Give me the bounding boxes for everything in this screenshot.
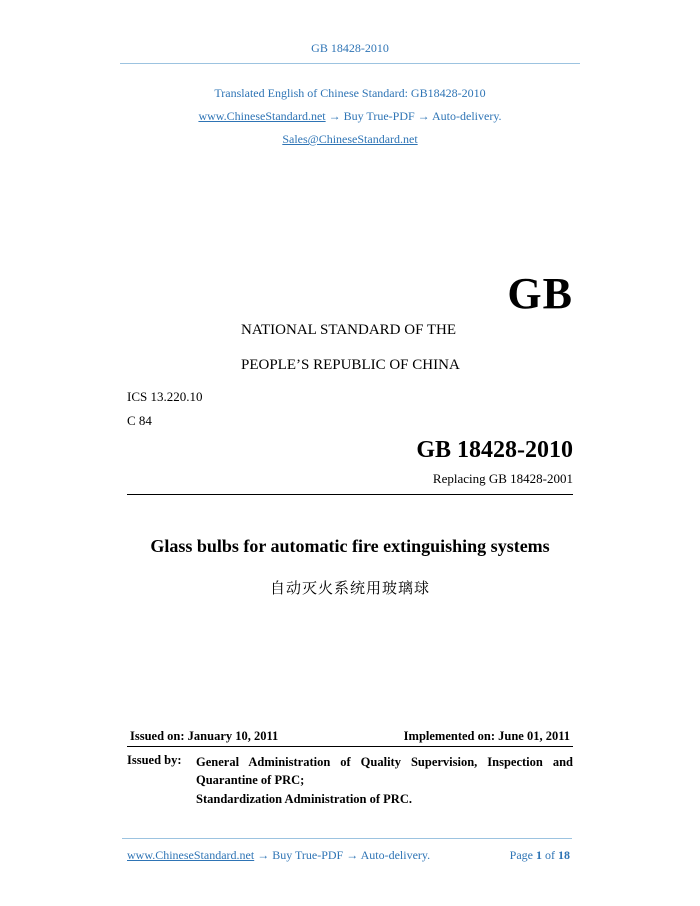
page-word: Page: [509, 848, 533, 862]
arrow-right-icon: →: [417, 109, 430, 123]
issue-divider: [127, 746, 573, 747]
buy-line: [0, 109, 700, 124]
site-link[interactable]: www.ChineseStandard.net: [198, 109, 326, 123]
sales-email-link[interactable]: Sales@ChineseStandard.net: [282, 132, 418, 146]
ics-code: ICS 13.220.10: [127, 389, 203, 404]
replacing-standard: Replacing GB 18428-2001: [432, 471, 573, 486]
footer-buy-text: Buy True-PDF: [272, 848, 344, 862]
page-current: 1: [536, 848, 542, 862]
issued-by-label: Issued by:: [127, 753, 182, 767]
footer-buy-line: [127, 848, 430, 863]
national-standard-line2: PEOPLE’S REPUBLIC OF CHINA: [241, 357, 460, 373]
page-of: of: [545, 848, 555, 862]
arrow-right-icon: →: [328, 109, 341, 123]
arrow-right-icon: →: [346, 848, 359, 862]
arrow-right-icon: →: [257, 848, 270, 862]
header-title: GB 18428-2010: [311, 41, 389, 55]
translation-notice: Translated English of Chinese Standard: GB18428-2010: [214, 86, 486, 100]
document-title-chinese: 自动灭火系统用玻璃球: [269, 579, 430, 597]
issuing-authority-1: General Administration of Quality Supervision, Inspection and Quarantine of PRC;: [196, 755, 573, 787]
title-divider: [127, 494, 573, 495]
gb-logo: GB: [507, 269, 573, 318]
page-number: [510, 848, 570, 863]
footer-divider: [122, 838, 572, 839]
standard-number: GB 18428-2010: [416, 437, 573, 463]
footer-site-link[interactable]: www.ChineseStandard.net: [127, 848, 255, 862]
ccs-code: C 84: [127, 413, 152, 428]
issued-on-date: Issued on: January 10, 2011: [130, 729, 279, 743]
issuing-authority-2: Standardization Administration of PRC.: [196, 792, 412, 806]
document-title: Glass bulbs for automatic fire extinguishing systems: [150, 536, 550, 556]
implemented-on-date: Implemented on: June 01, 2011: [403, 729, 570, 743]
national-standard-line1: NATIONAL STANDARD OF THE: [241, 322, 457, 338]
footer-delivery-text: Auto-delivery.: [360, 848, 431, 862]
page-total: 18: [558, 848, 570, 862]
header-divider: [120, 63, 580, 64]
sales-line: [0, 132, 700, 147]
auto-delivery-text: Auto-delivery.: [432, 109, 502, 123]
buy-true-pdf-text: Buy True-PDF: [343, 109, 415, 123]
